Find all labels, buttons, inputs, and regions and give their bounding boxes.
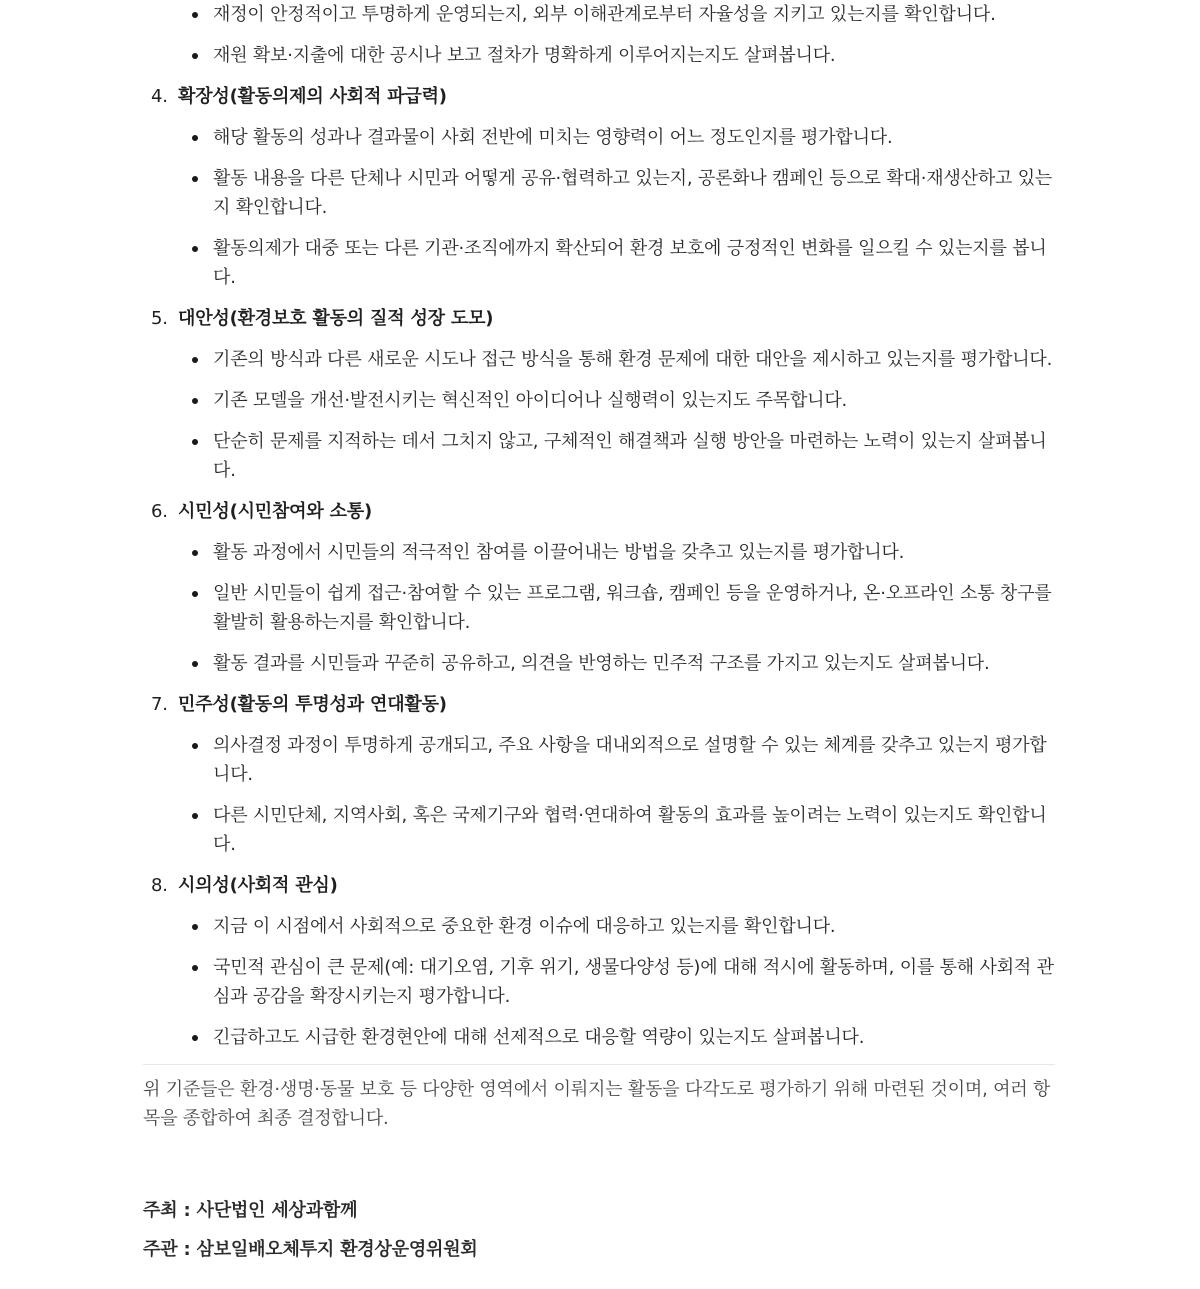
section-heading xyxy=(143,690,1055,719)
section-number: 4. xyxy=(151,86,168,107)
criterion-section-7 xyxy=(143,690,1055,859)
criterion-section-5 xyxy=(143,304,1055,485)
host-credit: 주최 : 사단법인 세상과함께 xyxy=(143,1200,358,1221)
section-title: 시의성(사회적 관심) xyxy=(178,875,338,896)
list-item: 활동 내용을 다른 단체나 시민과 어떻게 공유·협력하고 있는지, 공론화나 캠페인 등으로 확대·재생산하고 있는지 확인합니다. xyxy=(213,164,1055,222)
document-body xyxy=(143,0,1055,1274)
list-item: 단순히 문제를 지적하는 데서 그치지 않고, 구체적인 해결책과 실행 방안을 마련하는 노력이 있는지 살펴봅니다. xyxy=(213,427,1055,485)
section-number: 7. xyxy=(151,694,168,715)
carryover-bullet-list xyxy=(143,0,1055,70)
list-item: 활동의제가 대중 또는 다른 기관·조직에까지 확산되어 환경 보호에 긍정적인 변화를 일으킬 수 있는지를 봅니다. xyxy=(213,234,1055,292)
list-item: 활동 과정에서 시민들의 적극적인 참여를 이끌어내는 방법을 갖추고 있는지를 평가합니다. xyxy=(213,538,1055,567)
list-item: 활동 결과를 시민들과 꾸준히 공유하고, 의견을 반영하는 민주적 구조를 가지고 있는지도 살펴봅니다. xyxy=(213,649,1055,678)
bullet-list xyxy=(143,538,1055,678)
list-item: 긴급하고도 시급한 환경현안에 대해 선제적으로 대응할 역량이 있는지도 살펴봅니다. xyxy=(213,1023,1055,1052)
section-title: 민주성(활동의 투명성과 연대활동) xyxy=(178,694,447,715)
list-item: 재원 확보·지출에 대한 공시나 보고 절차가 명확하게 이루어지는지도 살펴봅니다. xyxy=(213,41,1055,70)
bullet-list xyxy=(143,731,1055,859)
list-item: 해당 활동의 성과나 결과물이 사회 전반에 미치는 영향력이 어느 정도인지를 평가합니다. xyxy=(213,123,1055,152)
section-title: 대안성(환경보호 활동의 질적 성장 도모) xyxy=(178,308,494,329)
section-number: 8. xyxy=(151,875,168,896)
bullet-list xyxy=(143,345,1055,485)
bullet-list xyxy=(143,123,1055,292)
section-title: 확장성(활동의제의 사회적 파급력) xyxy=(178,86,447,107)
section-heading xyxy=(143,304,1055,333)
organizer-credit: 주관 : 삼보일배오체투지 환경상운영위원회 xyxy=(143,1239,478,1260)
list-item: 지금 이 시점에서 사회적으로 중요한 환경 이슈에 대응하고 있는지를 확인합니다. xyxy=(213,912,1055,941)
list-item: 재정이 안정적이고 투명하게 운영되는지, 외부 이해관계로부터 자율성을 지키고 있는지를 확인합니다. xyxy=(213,0,1055,29)
criterion-section-4 xyxy=(143,82,1055,292)
list-item: 의사결정 과정이 투명하게 공개되고, 주요 사항을 대내외적으로 설명할 수 있는 체계를 갖추고 있는지 평가합니다. xyxy=(213,731,1055,789)
list-item: 일반 시민들이 쉽게 접근·참여할 수 있는 프로그램, 워크숍, 캠페인 등을 운영하거나, 온·오프라인 소통 창구를 활발히 활용하는지를 확인합니다. xyxy=(213,579,1055,637)
list-item: 기존의 방식과 다른 새로운 시도나 접근 방식을 통해 환경 문제에 대한 대안을 제시하고 있는지를 평가합니다. xyxy=(213,345,1055,374)
criterion-section-6 xyxy=(143,497,1055,678)
bullet-list xyxy=(143,912,1055,1052)
section-number: 5. xyxy=(151,308,168,329)
divider xyxy=(143,1064,1055,1065)
summary-paragraph: 위 기준들은 환경·생명·동물 보호 등 다양한 영역에서 이뤄지는 활동을 다각도로 평가하기 위해 마련된 것이며, 여러 항목을 종합하여 최종 결정합니다. xyxy=(143,1079,1051,1129)
section-heading xyxy=(143,497,1055,526)
section-title: 시민성(시민참여와 소통) xyxy=(178,501,372,522)
list-item: 기존 모델을 개선·발전시키는 혁신적인 아이디어나 실행력이 있는지도 주목합니다. xyxy=(213,386,1055,415)
section-heading xyxy=(143,82,1055,111)
list-item: 다른 시민단체, 지역사회, 혹은 국제기구와 협력·연대하여 활동의 효과를 높이려는 노력이 있는지도 확인합니다. xyxy=(213,801,1055,859)
credits-block xyxy=(143,1196,1055,1264)
list-item: 국민적 관심이 큰 문제(예: 대기오염, 기후 위기, 생물다양성 등)에 대해 적시에 활동하며, 이를 통해 사회적 관심과 공감을 확장시키는지 평가합니다. xyxy=(213,953,1055,1011)
criterion-section-8 xyxy=(143,871,1055,1052)
section-number: 6. xyxy=(151,501,168,522)
section-heading xyxy=(143,871,1055,900)
